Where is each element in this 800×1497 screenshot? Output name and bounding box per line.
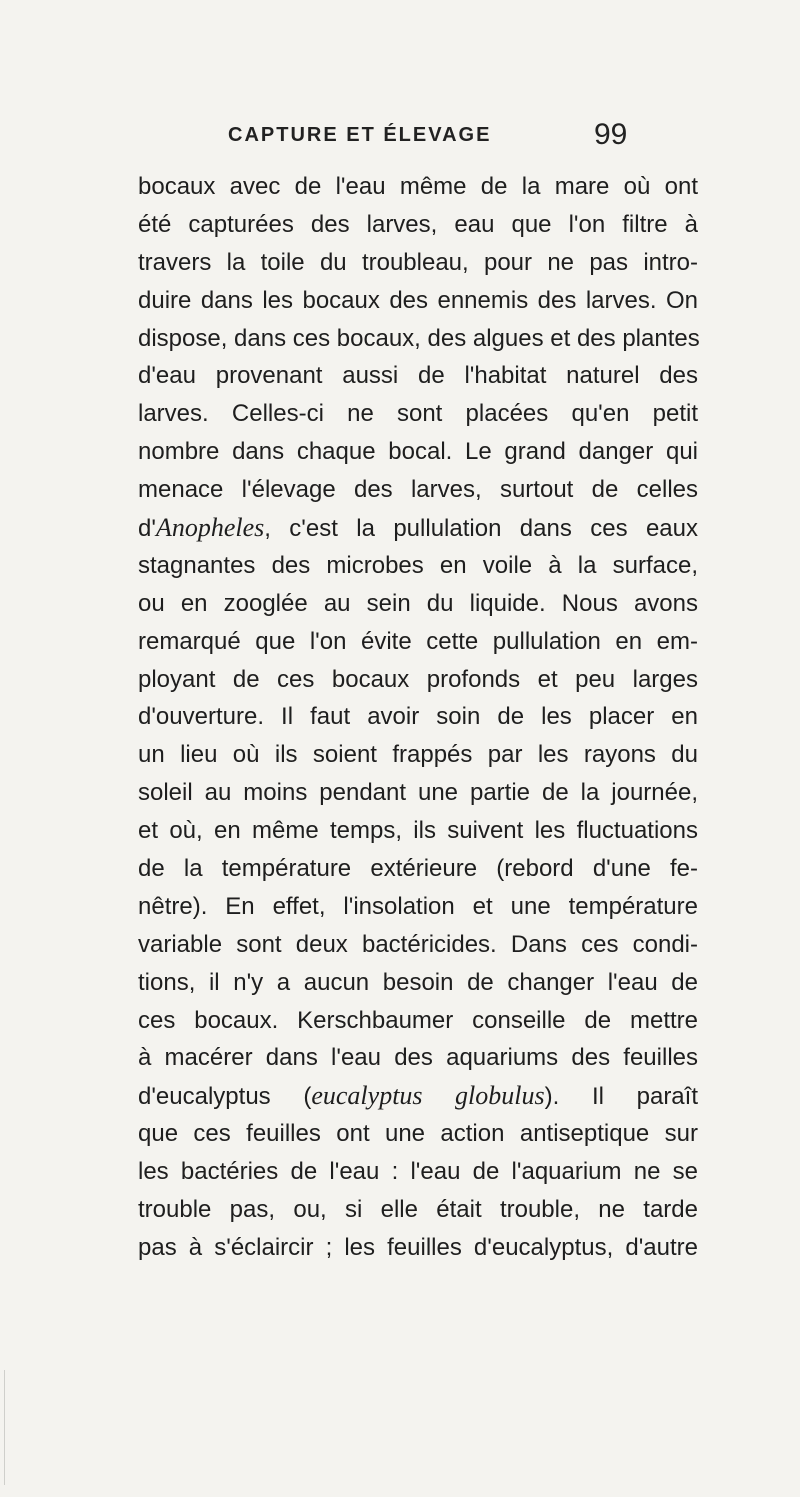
text-line: ployant de ces bocaux profonds et peu larges: [138, 665, 698, 693]
text-line: d'ouverture. Il faut avoir soin de les placer en: [138, 703, 698, 731]
text-line: ou en zooglée au sein du liquide. Nous avons: [138, 589, 698, 617]
text-segment: d'eucalyptus (: [138, 1083, 312, 1111]
text-segment: ). Il paraît: [544, 1083, 698, 1111]
text-line: un lieu où ils soient frappés par les rayons du: [138, 741, 698, 769]
page-number: 99: [594, 118, 628, 151]
text-line: [138, 509, 698, 547]
text-line: que ces feuilles ont une action antiseptique sur: [138, 1120, 698, 1148]
text-line: d'eau provenant aussi de l'habitat naturel des: [138, 362, 698, 390]
text-line: travers la toile du troubleau, pour ne pas intro-: [138, 248, 698, 276]
text-line: ces bocaux. Kerschbaumer conseille de mettre: [138, 1006, 698, 1034]
text-line: variable sont deux bactéricides. Dans ces condi-: [138, 930, 698, 958]
running-title: CAPTURE ET ÉLEVAGE: [228, 124, 492, 146]
text-line: dispose, dans ces bocaux, des algues et des plantes: [138, 324, 700, 352]
text-line: remarqué que l'on évite cette pullulation en em-: [138, 627, 698, 655]
text-line: menace l'élevage des larves, surtout de celles: [138, 476, 698, 504]
running-head: [228, 120, 788, 156]
text-line: tions, il n'y a aucun besoin de changer l'eau de: [138, 968, 698, 996]
text-line: à macérer dans l'eau des aquariums des feuilles: [138, 1044, 698, 1072]
text-line: de la température extérieure (rebord d'une fe-: [138, 855, 698, 883]
text-line: larves. Celles-ci ne sont placées qu'en petit: [138, 400, 698, 428]
italic-term: eucalyptus globulus: [311, 1081, 545, 1111]
italic-term: Anopheles: [155, 513, 265, 543]
scan-edge-mark: [4, 1370, 5, 1485]
text-line: [138, 1077, 698, 1115]
text-segment: , c'est la pullulation dans ces eaux: [264, 515, 698, 543]
text-line: et où, en même temps, ils suivent les fluctuations: [138, 817, 698, 845]
text-line: nombre dans chaque bocal. Le grand danger qui: [138, 438, 698, 466]
text-line: bocaux avec de l'eau même de la mare où ont: [138, 173, 698, 200]
text-line: les bactéries de l'eau : l'eau de l'aquarium ne se: [138, 1158, 698, 1186]
text-line: stagnantes des microbes en voile à la surface,: [138, 551, 698, 579]
text-line: nêtre). En effet, l'insolation et une température: [138, 892, 698, 920]
text-line: été capturées des larves, eau que l'on filtre à: [138, 210, 698, 238]
text-line: pas à s'éclaircir ; les feuilles d'eucalyptus, d'autre: [138, 1233, 698, 1261]
text-segment: d': [138, 515, 156, 543]
text-line: duire dans les bocaux des ennemis des larves. On: [138, 286, 698, 314]
body-text: [138, 168, 698, 1267]
text-line: soleil au moins pendant une partie de la journée,: [138, 779, 698, 807]
text-line: trouble pas, ou, si elle était trouble, ne tarde: [138, 1196, 698, 1224]
